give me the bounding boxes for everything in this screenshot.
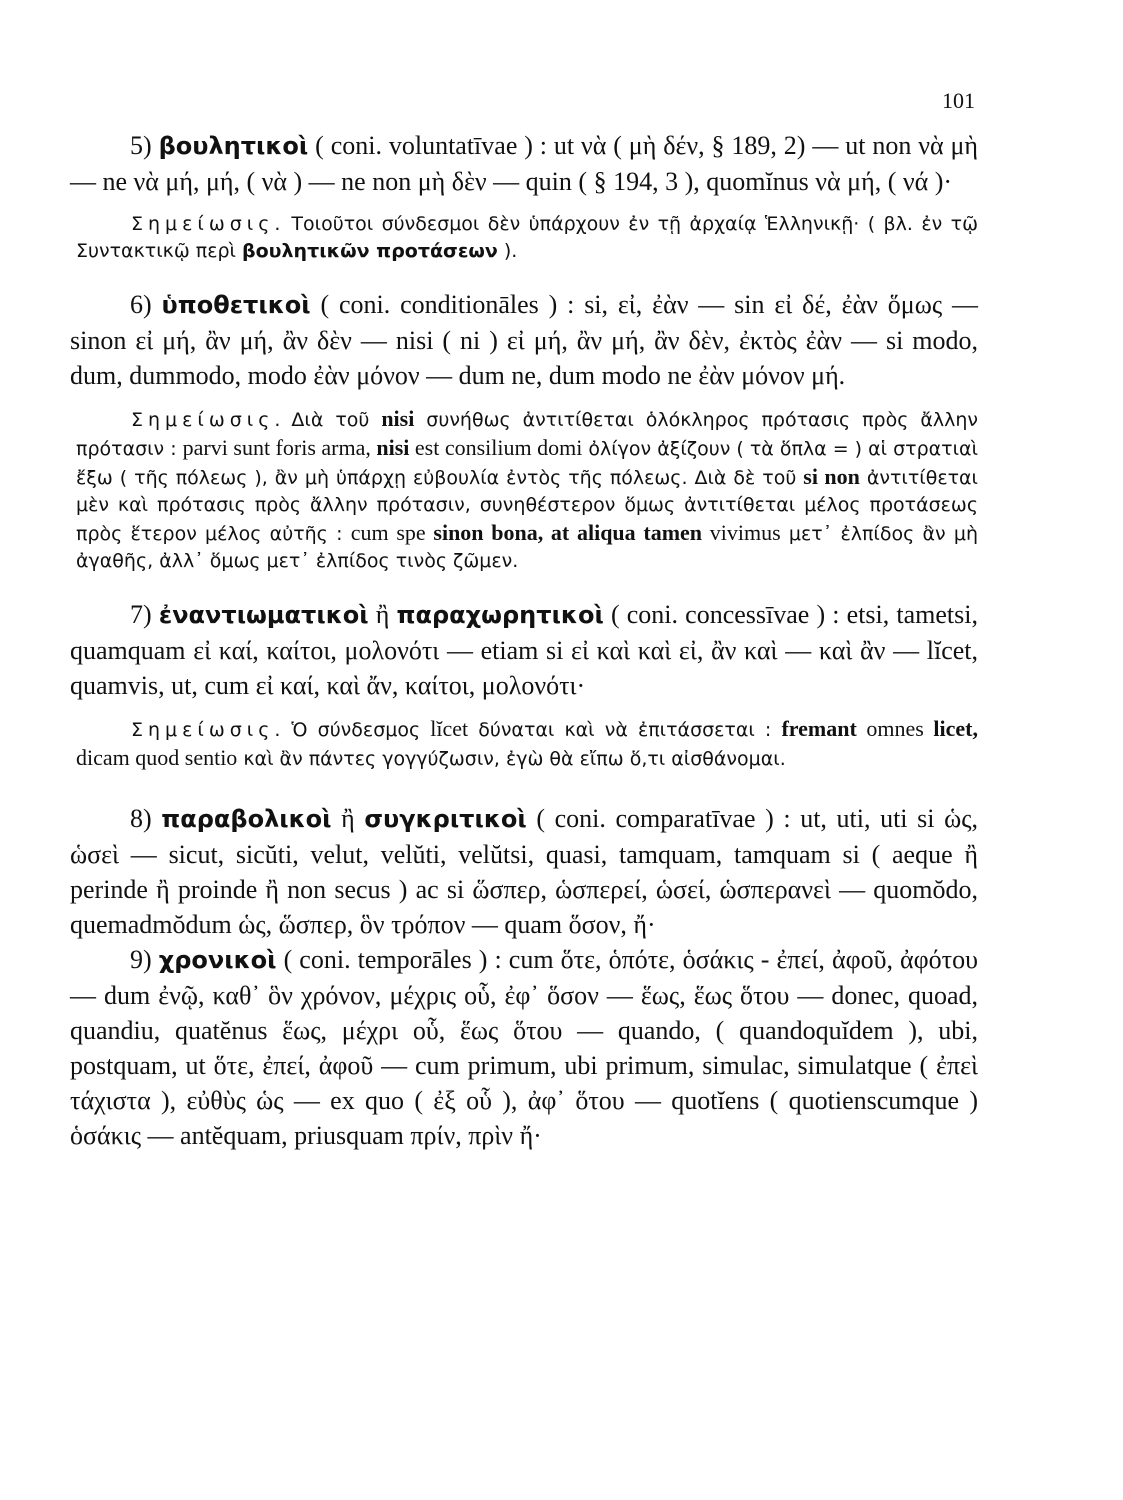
section-heading: ἐναντιωματικοὶ	[158, 601, 369, 629]
note-text: ὀλίγον ἀξίζουν ( τὰ ὅπλα = ) αἱ στρατιαὶ ἔξω ( τῆς πόλεως ), ἂν μὴ ὑπάρχῃ εὐβουλία ἐντὸς τῆς πόλεως. Διὰ δὲ τοῦ	[76, 438, 978, 489]
note-label: Σημείωσις.	[131, 409, 286, 431]
note-bold: nisi	[376, 435, 410, 460]
note-text: ἀντιτίθεται μὲν καὶ πρότασις πρὸς ἄλλην πρότασιν, συνηθέστερον ὅμως ἀντιτίθεται μέλος προτάσεως πρὸς ἕτερον μέλος αὐτῆς :	[76, 467, 978, 545]
section-9	[70, 942, 978, 1153]
note-latin: dicam quod sentio	[76, 745, 238, 770]
note-latin: omnes	[856, 716, 934, 741]
section-text: ἢ	[368, 600, 397, 629]
section-text: ( coni. concessīvae ) : etsi, tametsi, quamquam εἰ καί, καίτοι, μολονότι — etiam si εἰ καὶ καὶ εἰ, ἂν καὶ — καὶ ἂν — lĭcet, quamvis, ut, cum εἰ καί, καὶ ἄν, καίτοι, μολονότι·	[70, 600, 978, 700]
section-number: 7)	[130, 600, 152, 629]
section-7	[70, 597, 978, 703]
section-heading-alt: παραχωρητικοὶ	[396, 601, 604, 629]
note-latin: lĭcet	[430, 716, 469, 741]
section-heading: ὑποθετικοὶ	[161, 291, 311, 319]
section-6	[70, 287, 978, 393]
section-text: ( coni. voluntatīvae ) : ut νὰ ( μὴ δέν, § 189, 2) — ut non νὰ μὴ — ne νὰ μή, μή, ( νὰ ) — ne non μὴ δὲν — quin ( § 194, 3 ), quomĭnus νὰ μή, ( νά )·	[70, 131, 978, 196]
section-number: 6)	[130, 290, 152, 319]
note-label: Σημείωσις.	[131, 213, 286, 235]
section-text: ( coni. comparatīvae ) : ut, uti, uti si ὡς, ὡσεὶ — sicut, sicŭti, velut, velŭti, velŭtsi, quasi, tamquam, tamquam si ( aeque ἢ perinde ἢ proinde ἢ non secus ) ac si ὥσπερ, ὡσπερεί, ὡσεί, ὡσπερανεὶ — quomŏdo, quemadmŏdum ὡς, ὥσπερ, ὃν τρόπον — quam ὅσον, ἤ·	[70, 804, 978, 939]
note-text: καὶ ἂν πάντες γογγύζωσιν, ἐγὼ θὰ εἴπω ὅ,τι αἰσθάνομαι.	[237, 748, 786, 770]
section-8	[70, 801, 978, 942]
section-heading: παραβολικοὶ	[161, 805, 332, 833]
note-text: δύναται καὶ νὰ ἐπιτάσσεται :	[468, 719, 782, 741]
page-body	[70, 128, 978, 1153]
note-text: ).	[497, 240, 518, 262]
note-latin: cum spe	[350, 520, 434, 545]
section-text: ( coni. temporāles ) : cum ὅτε, ὁπότε, ὁσάκις - ἐπεί, ἀφοῦ, ἀφότου — dum ἐνῷ, καθ᾽ ὃν χρόνον, μέχρις οὗ, ἐφ᾽ ὅσον — ἕως, ἕως ὅτου — donec, quoad, quandiu, quatĕnus ἕως, μέχρι οὗ, ἕως ὅτου — quando, ( quandoquĭdem ), ubi, postquam, ut ὅτε, ἐπεί, ἀφοῦ — cum primum, ubi primum, simulac, simulatque ( ἐπεὶ τάχιστα ), εὐθὺς ὡς — ex quo ( ἐξ οὗ ), ἀφ᾽ ὅτου — quotĭens ( quotienscumque ) ὁσάκις — antĕquam, priusquam πρίν, πρὶν ἤ·	[70, 945, 979, 1150]
note	[76, 405, 978, 575]
section-number: 9)	[130, 945, 152, 974]
note-latin: parvi sunt foris arma,	[182, 435, 377, 460]
section-number: 8)	[130, 804, 152, 833]
note-latin: est consilium domi	[409, 435, 583, 460]
note-label: Σημείωσις.	[131, 719, 286, 741]
note-text: Τοιοῦτοι σύνδεσμοι δὲν ὑπάρχουν ἐν τῇ ἀρχαίᾳ Ἑλληνικῇ· ( βλ. ἐν τῷ Συντακτικῷ περὶ	[76, 213, 978, 262]
section-heading: χρονικοὶ	[158, 946, 277, 974]
note	[76, 211, 978, 265]
section-text: ( coni. conditionāles ) : si, εἰ, ἐὰν — sin εἰ δέ, ἐὰν ὅμως — sinon εἰ μή, ἂν μή, ἂν δὲν — nisi ( ni ) εἰ μή, ἂν μή, ἂν δὲν, ἐκτὸς ἐὰν — si modo, dum, dummodo, modo ἐὰν μόνον — dum ne, dum modo ne ἐὰν μόνον μή.	[70, 290, 978, 390]
note-text: Διὰ τοῦ	[291, 409, 382, 431]
note-bold: licet,	[933, 716, 978, 741]
note-bold: si non	[803, 464, 860, 489]
section-number: 5)	[130, 131, 152, 160]
note-text: Ὁ σύνδεσμος	[291, 719, 431, 741]
note-latin: vivimus	[702, 520, 781, 545]
note-bold: βουλητικῶν προτάσεων	[242, 240, 498, 262]
note-bold: nisi	[381, 406, 415, 431]
note-text: συνήθως ἀντιτίθεται ὁλόκληρος πρότασις πρὸς ἄλλην πρότασιν :	[76, 409, 978, 460]
section-5	[70, 128, 978, 199]
note	[76, 715, 978, 773]
section-heading-alt: συγκριτικοὶ	[364, 805, 527, 833]
note-bold: fremant	[781, 716, 857, 741]
section-heading: βουλητικοὶ	[158, 132, 309, 160]
note-text: μετ᾽ ἐλπίδος ἂν μὴ ἀγαθῆς, ἀλλ᾽ ὅμως μετ᾽ ἐλπίδος τινὸς ζῶμεν.	[76, 523, 979, 572]
page-number: 101	[942, 88, 975, 113]
note-bold: sinon bona, at aliqua tamen	[433, 520, 703, 545]
section-text: ἢ	[331, 804, 365, 833]
